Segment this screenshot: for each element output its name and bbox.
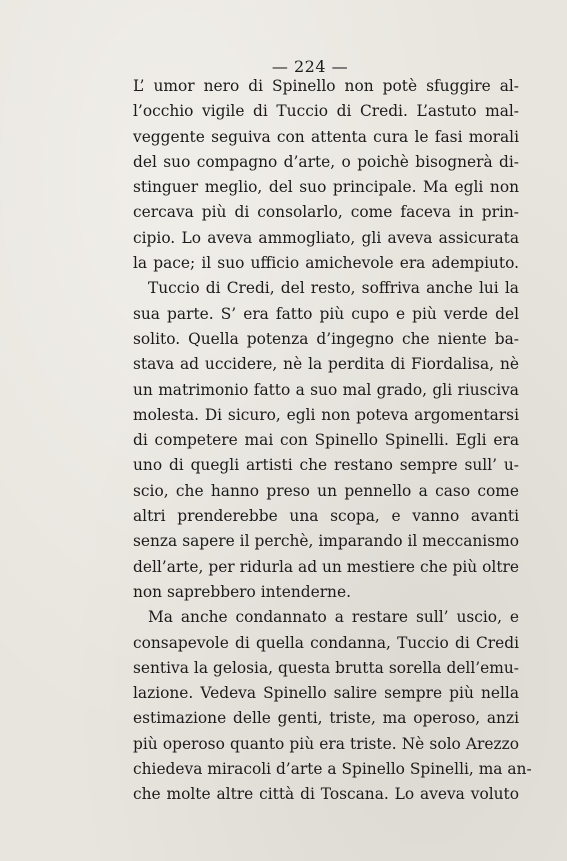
text-line-14: molesta. Di sicuro, egli non poteva argomentarsi xyxy=(133,405,519,424)
text-line-23: consapevole di quella condanna, Tuccio di Credi xyxy=(133,633,519,652)
text-line-1: L’ umor nero di Spinello non potè sfuggire al- xyxy=(133,77,519,95)
text-line-15: di competere mai con Spinello Spinelli. Egli era xyxy=(133,431,519,450)
text-line-8: la pace; il suo ufficio amichevole era adempiuto. xyxy=(133,254,519,273)
text-line-26: estimazione delle genti, triste, ma operoso, anzi xyxy=(133,709,519,728)
text-line-29: che molte altre città di Toscana. Lo aveva voluto xyxy=(133,785,519,804)
text-line-22: Ma anche condannato a restare sull’ uscio, e xyxy=(148,608,519,627)
text-line-13: un matrimonio fatto a suo mal grado, gli riusciva xyxy=(133,380,519,399)
page-number: — 224 — xyxy=(271,57,349,76)
text-line-17: scio, che hanno preso un pennello a caso come xyxy=(133,481,519,500)
text-line-18: altri prenderebbe una scopa, e vanno avanti xyxy=(133,507,519,526)
text-line-9: Tuccio di Credi, del resto, soffriva anche lui la xyxy=(148,279,519,298)
text-line-12: stava ad uccidere, nè la perdita di Fiordalisa, nè xyxy=(133,355,519,374)
text-line-27: più operoso quanto più era triste. Nè solo Arezzo xyxy=(133,734,519,753)
text-line-16: uno di quegli artisti che restano sempre sull’ u- xyxy=(133,456,519,475)
text-line-19: senza sapere il perchè, imparando il meccanismo xyxy=(133,532,519,551)
text-line-11: solito. Quella potenza d’ingegno che niente ba- xyxy=(133,329,519,348)
text-line-28: chiedeva miracoli d’arte a Spinello Spinelli, ma an- xyxy=(133,760,532,779)
text-line-25: lazione. Vedeva Spinello salire sempre più nella xyxy=(133,684,519,703)
text-line-6: cercava più di consolarlo, come faceva in prin- xyxy=(133,203,519,222)
text-line-4: del suo compagno d’arte, o poichè bisognerà di- xyxy=(133,152,519,171)
text-line-5: stinguer meglio, del suo principale. Ma egli non xyxy=(133,178,519,197)
text-line-24: sentiva la gelosia, questa brutta sorella dell’emu- xyxy=(133,658,519,677)
body-text xyxy=(133,74,532,808)
text-line-7: cipio. Lo aveva ammogliato, gli aveva assicurata xyxy=(133,228,519,247)
text-line-10: sua parte. S’ era fatto più cupo e più verde del xyxy=(133,304,519,323)
text-line-2: l’occhio vigile di Tuccio di Credi. L’astuto mal- xyxy=(133,102,519,121)
text-line-20: dell’arte, per ridurla ad un mestiere che più oltre xyxy=(133,557,519,576)
text-line-21: non saprebbero intenderne. xyxy=(133,582,351,601)
text-line-3: veggente seguiva con attenta cura le fasi morali xyxy=(133,127,519,146)
